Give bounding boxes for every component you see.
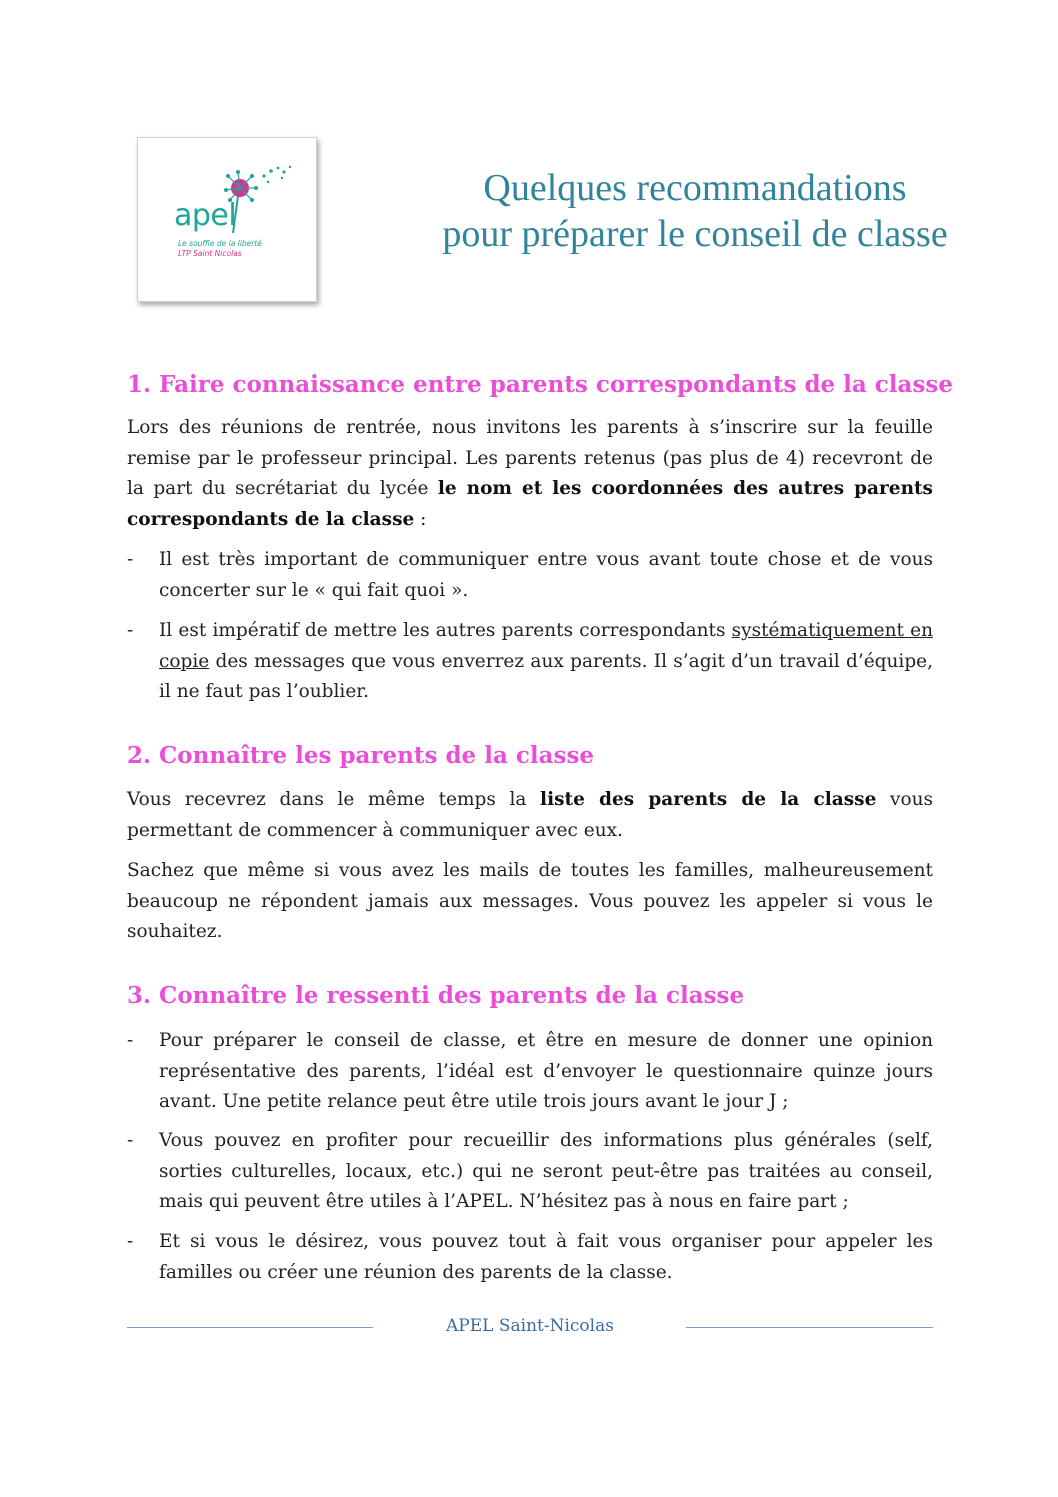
section-3-bullet-2 xyxy=(127,1126,933,1218)
section-2-heading xyxy=(127,742,594,769)
underlined-text: systématiquement en copie xyxy=(159,620,933,672)
section-2-paragraph-1 xyxy=(127,785,933,846)
section-3-bullet-3 xyxy=(127,1227,933,1288)
bullet-text xyxy=(159,616,933,708)
footer-text: APEL Saint-Nicolas xyxy=(446,1316,614,1336)
bullet-text: Vous pouvez en profiter pour recueillir des informations plus générales (self, sorties culturelles, locaux, etc.) qui ne seront peut-être pas traitées au conseil, mais qui peuvent être utiles à l’APEL. N’hésitez pas à nous en faire part ; xyxy=(159,1130,933,1212)
bullet-text: Il est très important de communiquer entre vous avant toute chose et de vous concerter sur le « qui fait quoi ». xyxy=(159,549,933,601)
section-2-number: 2. xyxy=(127,742,152,769)
bullet-text-b: des messages que vous enverrez aux parents. Il s’agit d’un travail d’équipe, il ne faut pas l’oublier. xyxy=(159,650,933,702)
section-1-heading-text: Faire connaissance entre parents correspondants de la classe xyxy=(159,371,953,398)
section-2-text-a: Vous recevrez dans le même temps la xyxy=(127,789,541,810)
bullet-dash: - xyxy=(127,620,134,641)
section-1-bullet-2 xyxy=(127,616,933,708)
bullet-dash: - xyxy=(127,1130,134,1151)
page-title-line-2: pour préparer le conseil de classe xyxy=(442,213,948,255)
bullet-dash: - xyxy=(127,1030,134,1051)
section-1-bullet-1 xyxy=(127,545,933,606)
bullet-text: Et si vous le désirez, vous pouvez tout à fait vous organiser pour appeler les familles ou créer une réunion des parents de la classe. xyxy=(159,1231,933,1283)
section-2-bold-text: liste des parents de la classe xyxy=(540,789,877,810)
section-1-text-b: : xyxy=(414,508,427,530)
section-3-bullet-1 xyxy=(127,1026,933,1118)
logo-tagline: Le souffle de la liberté xyxy=(178,239,262,248)
section-2-text-b: vous permettant de commencer à communiquer avec eux. xyxy=(127,789,933,841)
bullet-text-a: Il est impératif de mettre les autres parents correspondants xyxy=(159,620,732,641)
section-1-heading xyxy=(127,371,953,398)
bullet-dash: - xyxy=(127,549,134,570)
section-1-bold-text: le nom et les coordonnées des autres parents correspondants de la classe xyxy=(127,478,933,530)
footer-divider-right xyxy=(686,1327,933,1328)
bullet-dash: - xyxy=(127,1231,134,1252)
apel-logo xyxy=(137,137,317,302)
logo-school-name: LTP Saint Nicolas xyxy=(178,249,242,258)
section-1-text-a: Lors des réunions de rentrée, nous invitons les parents à s’inscrire sur la feuille remise par le professeur principal. Les parents retenus (pas plus de 4) recevront de la part du secrétariat du lycée xyxy=(127,417,933,499)
section-2-heading-text: Connaître les parents de la classe xyxy=(159,742,595,769)
bullet-text: Pour préparer le conseil de classe, et être en mesure de donner une opinion représentative des parents, l’idéal est d’envoyer le questionnaire quinze jours avant. Une petite relance peut être utile trois jours avant le jour J ; xyxy=(159,1030,933,1112)
section-1-paragraph xyxy=(127,413,933,535)
page-title-line-1: Quelques recommandations xyxy=(483,167,907,209)
section-1-number: 1. xyxy=(127,371,152,398)
section-2-paragraph-2: Sachez que même si vous avez les mails de toutes les familles, malheureusement beaucoup ne répondent jamais aux messages. Vous pouvez les appeler si vous le souhaitez. xyxy=(127,860,933,942)
footer-divider-left xyxy=(127,1327,373,1328)
logo-wordmark: apel xyxy=(174,198,237,233)
section-3-heading: 3. Connaître le ressenti des parents de la classe xyxy=(127,982,745,1009)
